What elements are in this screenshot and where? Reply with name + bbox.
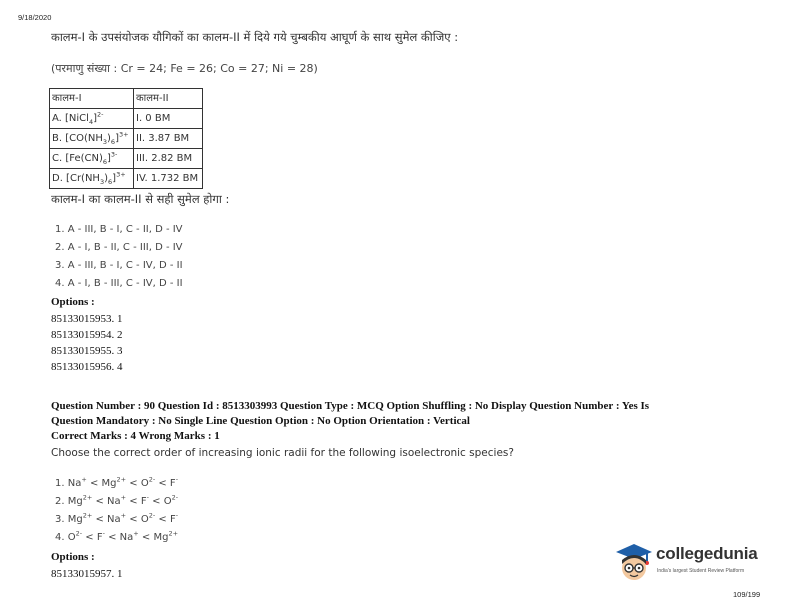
logo-tagline: India's largest Student Review Platform [657, 568, 745, 574]
choice-4: 4. A - I, B - III, C - IV, D - II [55, 278, 183, 289]
question-text: Choose the correct order of increasing ionic radii for the following isoelectronic species? [51, 447, 514, 459]
table-row [50, 109, 203, 129]
option-id: 85133015954. 2 [51, 329, 123, 341]
moment-cell: II. 3.87 BM [134, 129, 203, 149]
moment-cell: IV. 1.732 BM [134, 169, 203, 189]
question-meta-line-1: Question Number : 90 Question Id : 8513303993 Question Type : MCQ Option Shuffling : No Display Question Number : Yes Is [51, 400, 650, 412]
complex-cell: C. $[Fe(CN)_6]^{3-}$ [50, 149, 134, 169]
moment-cell: I. 0 BM [134, 109, 203, 129]
choice-2: 2. A - I, B - II, C - III, D - IV [55, 242, 183, 253]
atomic-numbers-note: (परमाणु संख्या : Cr = 24; Fe = 26; Co = 27; Ni = 28) [51, 62, 318, 75]
options-label: Options : [51, 296, 95, 308]
table-row [50, 129, 203, 149]
choice-2: 2. $Mg^{2+} < Na^+ < F^- < O^{2-}$ [55, 493, 179, 507]
matching-table [49, 88, 203, 189]
mascot-icon [612, 540, 656, 584]
option-id: 85133015956. 4 [51, 361, 123, 373]
option-id: 85133015957. 1 [51, 568, 123, 580]
choice-3: 3. $Mg^{2+} < Na^+ < O^{2-} < F^-$ [55, 511, 179, 525]
complex-cell: D. $[Cr(NH_3)_6]^{3+}$ [50, 169, 134, 189]
moment-cell: III. 2.82 BM [134, 149, 203, 169]
collegedunia-logo [612, 540, 772, 590]
complex-cell: B. $[CO(NH_3)_6]^{3+}$ [50, 129, 134, 149]
table-row [50, 149, 203, 169]
question-text: कालम-I के उपसंयोजक यौगिकों का कालम-II में दिये गये चुम्बकीय आघूर्ण के साथ सुमेल कीजिए : [51, 30, 459, 44]
question-meta-line-2: Question Mandatory : No Single Line Question Option : No Option Orientation : Vertical [51, 415, 470, 427]
choice-4: 4. $O^{2-} < F^- < Na^+ < Mg^{2+}$ [55, 529, 179, 543]
match-prompt: कालम-I का कालम-II से सही सुमेल होगा : [51, 192, 230, 206]
option-id: 85133015953. 1 [51, 313, 123, 325]
question-marks: Correct Marks : 4 Wrong Marks : 1 [51, 430, 220, 442]
complex-cell: A. [NiCl$_4$]$^{2-}$ [50, 109, 134, 129]
choice-1: 1. $Na^+ < Mg^{2+} < O^{2-} < F^-$ [55, 475, 179, 489]
column-2-header: कालम-II [134, 89, 203, 109]
print-date: 9/18/2020 [18, 13, 52, 22]
logo-wordmark: collegedunia [656, 544, 758, 563]
choice-3: 3. A - III, B - I, C - IV, D - II [55, 260, 183, 271]
option-id: 85133015955. 3 [51, 345, 123, 357]
column-1-header: कालम-I [50, 89, 134, 109]
options-label: Options : [51, 551, 95, 563]
page-number: 109/199 [733, 590, 761, 599]
table-header-row [50, 89, 203, 109]
choice-1: 1. A - III, B - I, C - II, D - IV [55, 224, 183, 235]
table-row [50, 169, 203, 189]
